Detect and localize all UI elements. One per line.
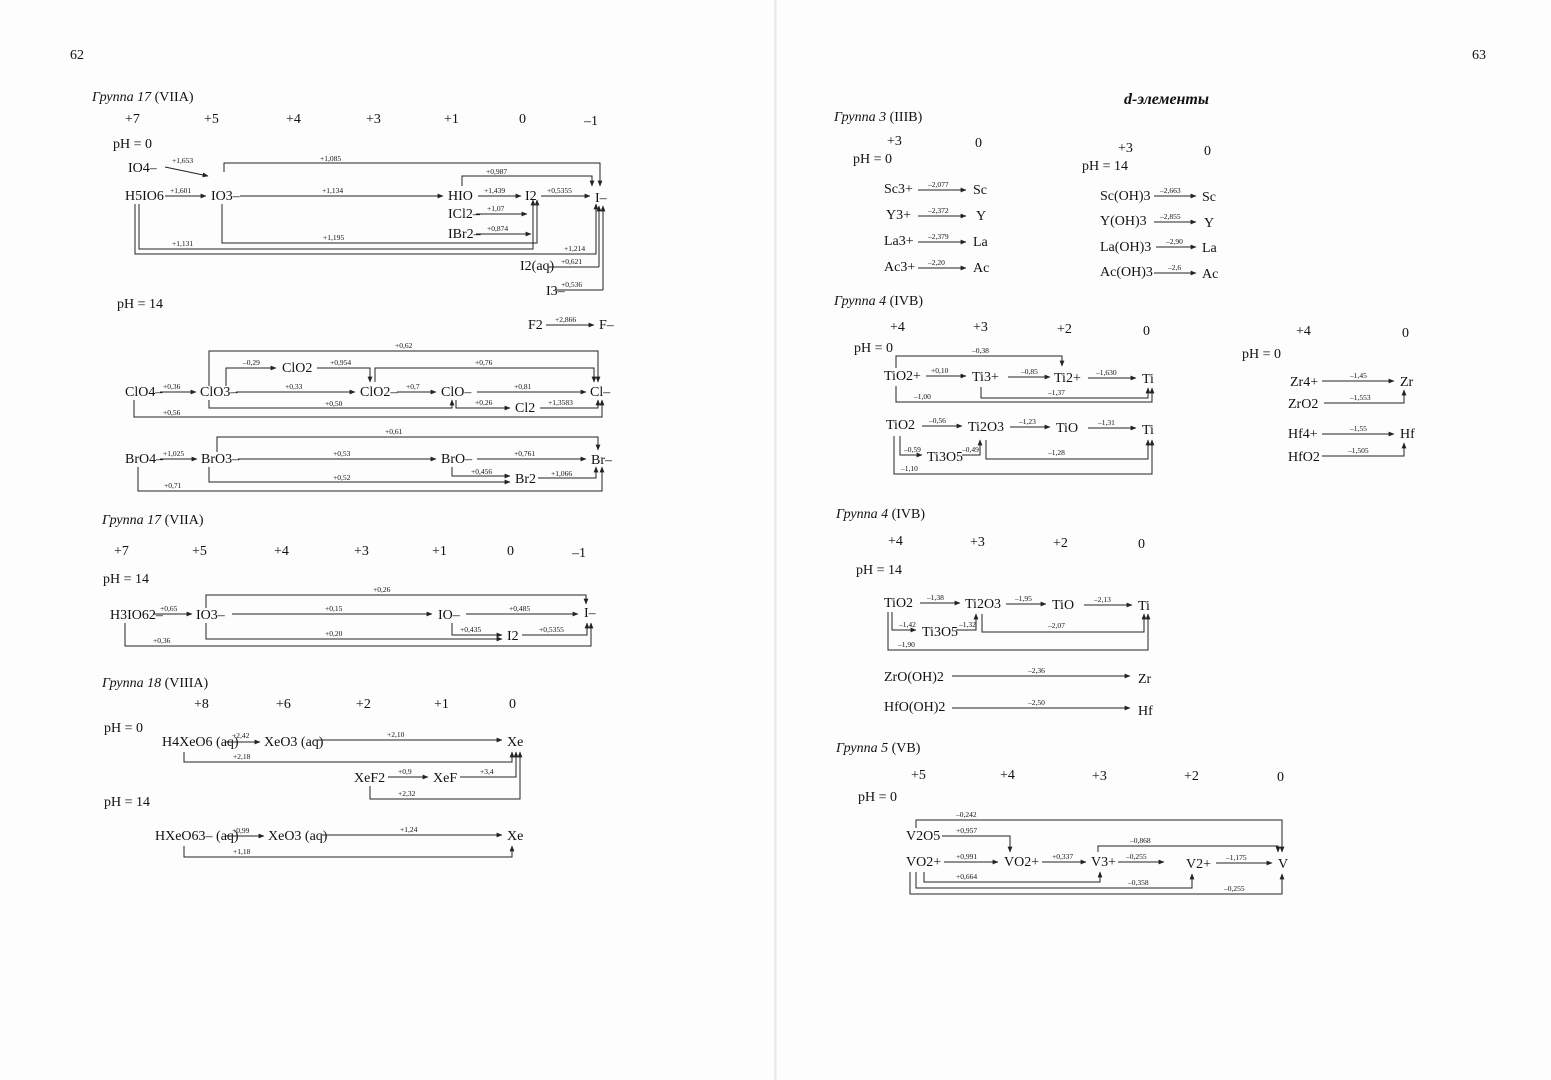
group-heading-roman: (IVB) (891, 507, 926, 522)
potential-label: +0,36 (163, 382, 181, 391)
potential-label: +0,10 (931, 366, 949, 375)
ox-state: 0 (1204, 144, 1211, 159)
species-label: HIO (448, 189, 473, 204)
potential-label: –0,38 (972, 346, 989, 355)
potential-label: +1,24 (400, 825, 418, 834)
species-label: BrO4– (125, 452, 164, 467)
potential-label: +2,866 (555, 315, 577, 324)
species-label: I– (595, 191, 607, 206)
ox-state: +7 (114, 544, 129, 559)
species-label: XeF (433, 771, 458, 786)
species-label: Ti (1142, 372, 1154, 387)
potential-label: +0,761 (514, 449, 536, 458)
ox-state: +3 (354, 544, 369, 559)
species-label: Ti (1142, 423, 1154, 438)
potential-label: +1,601 (170, 186, 192, 195)
potential-label: +0,53 (333, 449, 351, 458)
group-heading-label: Группа 5 (836, 741, 889, 756)
species-label: VO2+ (906, 855, 942, 870)
potential-label: +1,439 (484, 186, 506, 195)
potential-label: +0,456 (471, 467, 493, 476)
species-label: I– (584, 606, 596, 621)
ox-state: +4 (888, 534, 903, 549)
potential-label: –1,45 (1350, 371, 1367, 380)
potential-label: +0,954 (330, 358, 352, 367)
species-label: Br2 (515, 472, 536, 487)
potential-label: –1,175 (1226, 853, 1247, 862)
potential-label: +1,18 (233, 847, 251, 856)
potential-label: +0,987 (486, 167, 508, 176)
ox-state: +3 (887, 134, 902, 149)
ox-state: 0 (509, 697, 516, 712)
potential-label: –0,56 (929, 416, 946, 425)
group-heading-label: Группа 3 (834, 110, 887, 125)
potential-label: +0,5355 (547, 186, 572, 195)
species-label: HfO(OH)2 (884, 700, 946, 715)
page-number-right: 63 (1472, 48, 1486, 63)
ox-state: +3 (1092, 769, 1107, 784)
group-heading-roman: (IVB) (889, 294, 924, 309)
potential-label: +2,18 (233, 752, 251, 761)
potential-label: –1,505 (1348, 446, 1369, 455)
group-heading-label: Группа 4 (836, 507, 889, 522)
ox-state: +6 (276, 697, 291, 712)
group-heading-roman: (VIIA) (164, 513, 204, 528)
species-label: Ac (973, 261, 990, 276)
left-page (0, 0, 775, 1080)
group-heading-label: Группа 18 (102, 676, 162, 691)
ph-label: pH = 14 (117, 297, 164, 312)
species-label: Y (976, 209, 987, 224)
ox-state: +3 (366, 112, 381, 127)
potential-label: +0,957 (956, 826, 978, 835)
ox-state: 0 (519, 112, 526, 127)
species-label: Y3+ (886, 208, 912, 223)
ph-label: pH = 0 (104, 721, 144, 736)
potential-label: +0,71 (164, 481, 182, 490)
potential-label: +1,07 (487, 204, 505, 213)
potential-label: –1,553 (1350, 393, 1371, 402)
potential-label: –2,36 (1028, 666, 1045, 675)
ox-state: +4 (1296, 324, 1311, 339)
species-label: Hf4+ (1288, 427, 1318, 442)
species-label: F2 (528, 318, 543, 333)
ph-label: pH = 14 (104, 795, 151, 810)
potential-label: –1,95 (1015, 594, 1032, 603)
potential-label: +1,134 (322, 186, 344, 195)
species-label: Sc3+ (884, 182, 913, 197)
species-label: ClO– (441, 385, 472, 400)
potential-label: +1,214 (564, 244, 586, 253)
ox-state: 0 (1138, 537, 1145, 552)
potential-label: +0,61 (385, 427, 403, 436)
species-label: ClO2– (360, 385, 398, 400)
ox-state: 0 (1143, 324, 1150, 339)
potential-label: –1,00 (914, 392, 931, 401)
potential-label: –2,07 (1048, 621, 1065, 630)
species-label: Zr (1138, 672, 1152, 687)
ox-state: 0 (507, 544, 514, 559)
potential-label: –2,50 (1028, 698, 1045, 707)
potential-label: +1,3583 (548, 398, 573, 407)
section-title: d-элементы (1124, 91, 1209, 108)
ox-state: +5 (192, 544, 207, 559)
species-label: Y(OH)3 (1100, 214, 1147, 229)
ox-state: –1 (572, 546, 586, 561)
ph-label: pH = 0 (858, 790, 898, 805)
potential-label: –2,372 (928, 206, 949, 215)
potential-label: +0,874 (487, 224, 509, 233)
potential-label: +2,10 (387, 730, 405, 739)
species-label: La (1202, 241, 1217, 256)
potential-label: +0,485 (509, 604, 531, 613)
potential-label: –1,37 (1048, 388, 1065, 397)
potential-label: –0,85 (1021, 367, 1038, 376)
potential-label: +0,337 (1052, 852, 1074, 861)
potential-label: –2,855 (1160, 212, 1181, 221)
potential-label: –2,6 (1168, 263, 1182, 272)
potential-label: –1,31 (1098, 418, 1115, 427)
potential-label: –1,42 (899, 620, 916, 629)
species-label: Hf (1400, 427, 1415, 442)
species-label: V2+ (1186, 857, 1212, 872)
species-label: BrO– (441, 452, 473, 467)
ox-state: +7 (125, 112, 140, 127)
species-label: Ti2+ (1054, 371, 1081, 386)
species-label: La (973, 235, 988, 250)
potential-label: –0,255 (1224, 884, 1245, 893)
potential-label: +0,33 (285, 382, 303, 391)
species-label: ClO2 (282, 361, 313, 376)
species-label: IO– (438, 608, 460, 623)
potential-label: +3,4 (480, 767, 494, 776)
ox-state: +4 (286, 112, 301, 127)
species-label: V2O5 (906, 829, 941, 844)
species-label: H3IO62– (110, 608, 163, 623)
potential-label: –1,28 (1048, 448, 1065, 457)
species-label: ClO4– (125, 385, 163, 400)
potential-label: +0,435 (460, 625, 482, 634)
group-heading-label: Группа 17 (92, 90, 152, 105)
species-label: V (1278, 857, 1289, 872)
species-label: BrO3– (201, 452, 240, 467)
species-label: ZrO2 (1288, 397, 1319, 412)
ph-label: pH = 0 (854, 341, 894, 356)
species-label: Ac (1202, 267, 1219, 282)
potential-label: –0,242 (956, 810, 977, 819)
species-label: I2 (507, 629, 519, 644)
potential-label: +0,52 (333, 473, 351, 482)
right-page (776, 0, 1551, 1080)
potential-label: +0,56 (163, 408, 181, 417)
species-label: TiO2+ (884, 369, 921, 384)
species-label: Sc (1202, 190, 1216, 205)
potential-label: +0,621 (561, 257, 583, 266)
species-label: IBr2– (448, 227, 481, 242)
species-label: I2 (525, 189, 537, 204)
group-heading-label: Группа 17 (102, 513, 162, 528)
potential-label: +2,32 (398, 789, 416, 798)
potential-label: +0,81 (514, 382, 532, 391)
ox-state: 0 (1277, 770, 1284, 785)
species-label: ICl2– (448, 207, 480, 222)
ox-state: +1 (444, 112, 459, 127)
potential-label: +0,991 (956, 852, 978, 861)
potential-label: +1,085 (320, 154, 342, 163)
species-label: XeO3 (aq) (264, 735, 324, 750)
potential-label: –0,29 (243, 358, 260, 367)
potential-label: –2,90 (1166, 237, 1183, 246)
species-label: La(OH)3 (1100, 240, 1152, 255)
species-label: V3+ (1091, 855, 1117, 870)
species-label: Ac(OH)3 (1100, 265, 1153, 280)
ox-state: +8 (194, 697, 209, 712)
ox-state: +2 (1057, 322, 1072, 337)
ph-label: pH = 0 (853, 152, 893, 167)
species-label: ZrO(OH)2 (884, 670, 944, 685)
ox-state: +2 (356, 697, 371, 712)
potential-label: +0,76 (475, 358, 493, 367)
potential-label: –1,55 (1350, 424, 1367, 433)
potential-label: –2,379 (928, 232, 949, 241)
ox-state: –1 (584, 114, 598, 129)
potential-label: +0,26 (475, 398, 493, 407)
ox-state: +3 (970, 535, 985, 550)
potential-label: +1,025 (163, 449, 185, 458)
potential-label: +0,36 (153, 636, 171, 645)
latimer-diagrams-left (0, 0, 775, 1080)
group-heading-roman: (VB) (891, 741, 921, 756)
potential-label: +0,20 (325, 629, 343, 638)
ox-state: +2 (1184, 769, 1199, 784)
species-label: Sc(OH)3 (1100, 189, 1151, 204)
potential-label: –0,358 (1128, 878, 1149, 887)
species-label: ClO3– (200, 385, 238, 400)
species-label: HfO2 (1288, 450, 1320, 465)
species-label: Ac3+ (884, 260, 916, 275)
species-label: VO2+ (1004, 855, 1040, 870)
potential-label: +1,195 (323, 233, 345, 242)
group-heading-roman: (IIIB) (889, 110, 923, 125)
species-label: IO3– (211, 189, 240, 204)
species-label: Cl2 (515, 401, 536, 416)
potential-label: +0,9 (398, 767, 412, 776)
species-label: La3+ (884, 234, 914, 249)
species-label: Ti3+ (972, 370, 999, 385)
potential-label: +2,42 (232, 731, 250, 740)
potential-label: –1,32 (959, 620, 976, 629)
potential-label: –2,20 (928, 258, 945, 267)
species-label: HXeO63– (aq) (155, 829, 239, 844)
ox-state: +1 (434, 697, 449, 712)
latimer-diagrams-right (776, 0, 1551, 1080)
potential-label: –2,13 (1094, 595, 1111, 604)
species-label: Xe (507, 829, 524, 844)
species-label: TiO (1052, 598, 1075, 613)
potential-label: +0,536 (561, 280, 583, 289)
ox-state: +4 (274, 544, 289, 559)
ox-state: +4 (890, 320, 905, 335)
potential-label: +0,65 (160, 604, 178, 613)
potential-label: –2,663 (1160, 186, 1181, 195)
ox-state: +4 (1000, 768, 1015, 783)
ox-state: +3 (973, 320, 988, 335)
species-label: Sc (973, 183, 987, 198)
ph-label: pH = 14 (1082, 159, 1129, 174)
species-label: XeO3 (aq) (268, 829, 328, 844)
potential-label: –0,59 (904, 445, 921, 454)
page-number-left: 62 (70, 48, 84, 63)
potential-label: –0,868 (1130, 836, 1151, 845)
group-heading-roman: (VIIA) (154, 90, 194, 105)
ph-label: pH = 14 (103, 572, 150, 587)
potential-label: +0,50 (325, 399, 343, 408)
group-heading-label: Группа 4 (834, 294, 887, 309)
species-label: Xe (507, 735, 524, 750)
species-label: Y (1204, 216, 1215, 231)
species-label: XeF2 (354, 771, 386, 786)
potential-label: –1,23 (1019, 417, 1036, 426)
species-label: Hf (1138, 704, 1153, 719)
ph-label: pH = 14 (856, 563, 903, 578)
species-label: TiO2 (886, 418, 916, 433)
species-label: Zr4+ (1290, 375, 1319, 390)
ox-state: 0 (1402, 326, 1409, 341)
species-label: TiO2 (884, 596, 914, 611)
potential-label: +0,99 (232, 826, 250, 835)
species-label: Ti2O3 (968, 420, 1005, 435)
potential-label: –1,90 (898, 640, 915, 649)
group-heading-roman: (VIIIA) (164, 676, 209, 691)
potential-label: +0,5355 (539, 625, 564, 634)
ox-state: +3 (1118, 141, 1133, 156)
potential-label: –0,49 (962, 445, 979, 454)
potential-label: +0,664 (956, 872, 978, 881)
ox-state: 0 (975, 136, 982, 151)
ox-state: +1 (432, 544, 447, 559)
potential-label: +1,131 (172, 239, 194, 248)
species-label: IO4– (128, 161, 157, 176)
species-label: TiO (1056, 421, 1079, 436)
species-label: F– (599, 318, 614, 333)
ox-state: +2 (1053, 536, 1068, 551)
potential-label: +0,15 (325, 604, 343, 613)
species-label: Ti (1138, 599, 1150, 614)
species-label: Zr (1400, 375, 1414, 390)
potential-label: +0,7 (406, 382, 420, 391)
potential-label: –1,38 (927, 593, 944, 602)
potential-label: +1,653 (172, 156, 194, 165)
potential-label: +0,62 (395, 341, 413, 350)
ph-label: pH = 0 (113, 137, 153, 152)
species-label: Cl– (590, 385, 611, 400)
potential-label: –2,077 (928, 180, 949, 189)
species-label: Ti3O5 (922, 625, 959, 640)
potential-label: +1,066 (551, 469, 573, 478)
potential-label: –1,630 (1096, 368, 1117, 377)
ox-state: +5 (911, 768, 926, 783)
species-label: Ti2O3 (965, 597, 1002, 612)
species-label: H4XeO6 (aq) (162, 735, 239, 750)
species-label: I2(aq) (520, 259, 555, 274)
species-label: Br– (591, 453, 612, 468)
potential-label: –0,255 (1126, 852, 1147, 861)
species-label: I3– (546, 284, 565, 299)
potential-label: +0,26 (373, 585, 391, 594)
species-label: H5IO6 (125, 189, 164, 204)
species-label: IO3– (196, 608, 225, 623)
ox-state: +5 (204, 112, 219, 127)
species-label: Ti3O5 (927, 450, 964, 465)
ph-label: pH = 0 (1242, 347, 1282, 362)
potential-label: –1,10 (901, 464, 918, 473)
